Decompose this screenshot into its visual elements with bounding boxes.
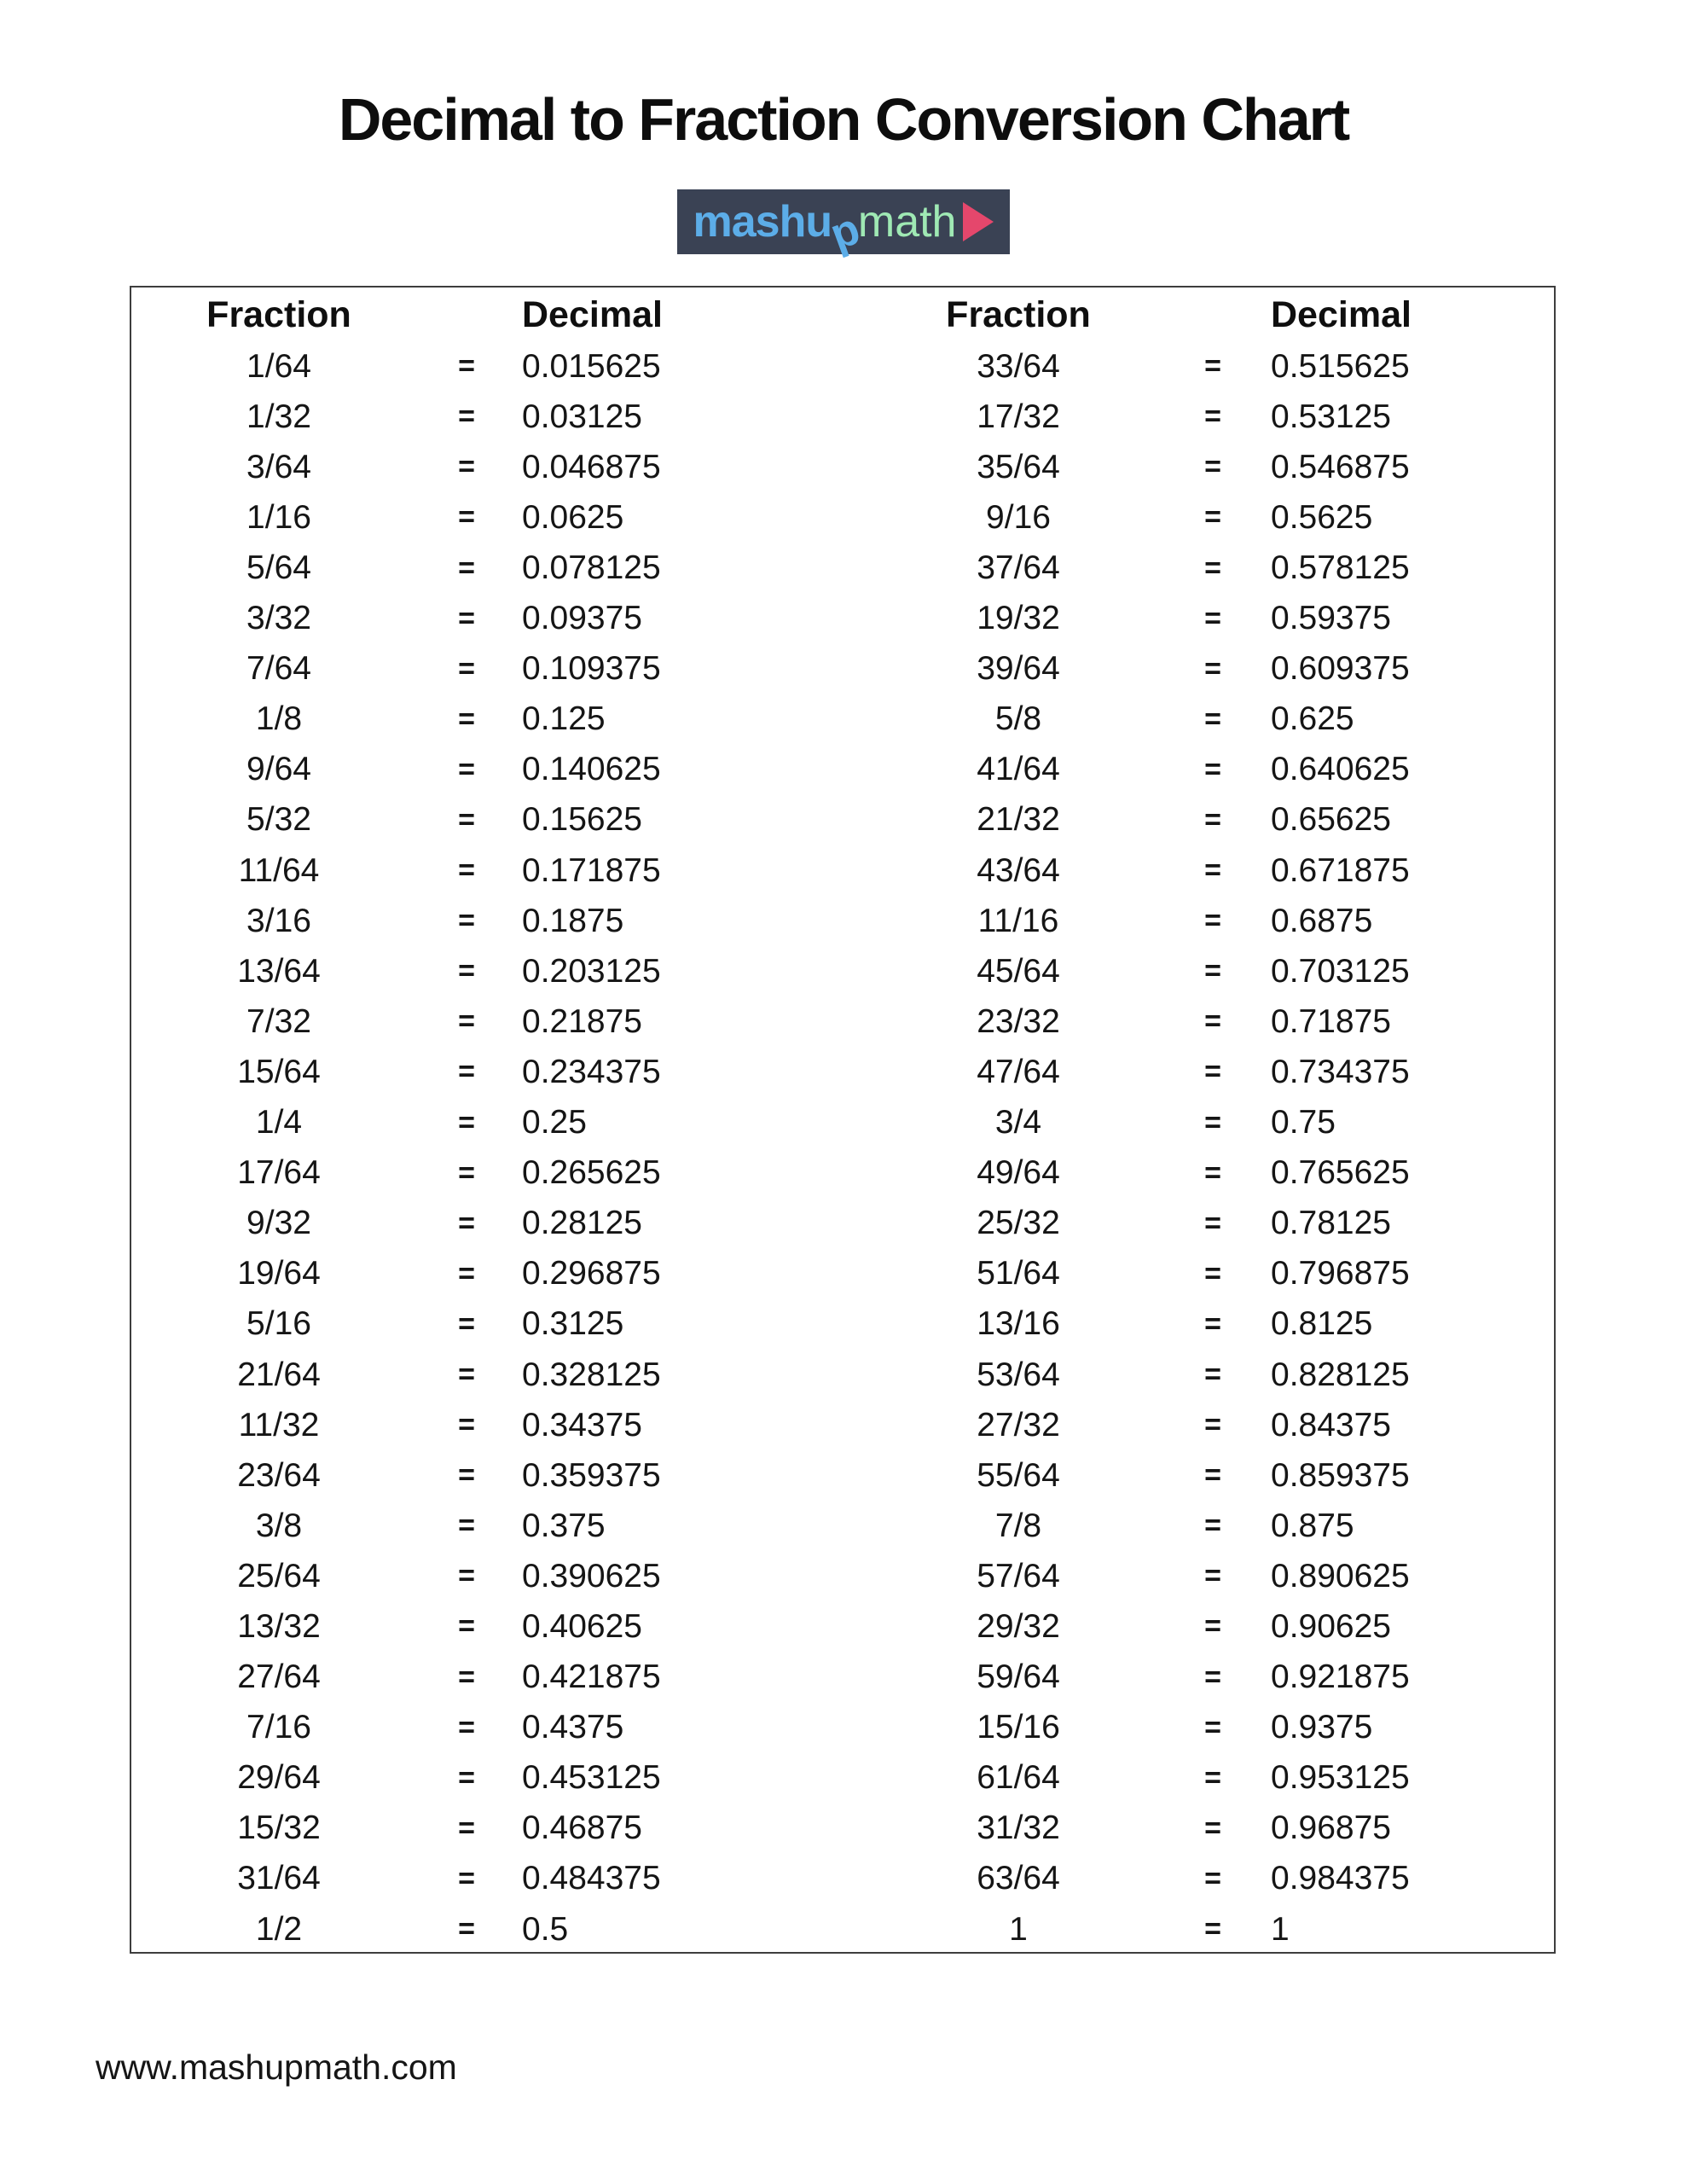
equals-sign: = [458,1711,475,1744]
decimal-cell: 0.390625 [522,1557,661,1594]
fraction-cell: 1/2 [255,1910,303,1948]
decimal-cell: 0.40625 [522,1607,642,1645]
fraction-cell: 1/32 [246,398,311,435]
decimal-cell: 0.9375 [1271,1709,1373,1746]
decimal-cell: 0.203125 [522,952,661,990]
fraction-cell: 37/64 [977,549,1060,587]
fraction-cell: 57/64 [977,1557,1060,1594]
equals-sign: = [1204,1913,1221,1946]
fraction-cell: 11/64 [238,851,320,889]
fraction-cell: 21/64 [237,1356,321,1393]
equals-sign: = [458,1358,475,1391]
equals-sign: = [1204,350,1221,383]
logo-dropped-p: p [824,204,866,260]
equals-sign: = [1204,1509,1221,1542]
equals-sign: = [1204,1206,1221,1240]
equals-sign: = [458,1257,475,1290]
fraction-cell: 9/32 [246,1205,311,1242]
fraction-cell: 15/64 [237,1053,321,1090]
equals-sign: = [458,551,475,584]
fraction-cell: 3/64 [246,448,311,485]
decimal-cell: 0.78125 [1271,1205,1391,1242]
decimal-cell: 0.1875 [522,902,624,939]
fraction-cell: 3/4 [994,1104,1042,1141]
equals-sign: = [1204,1106,1221,1139]
header-decimal-left: Decimal [522,293,663,335]
decimal-cell: 0.796875 [1271,1255,1410,1292]
decimal-cell: 0.609375 [1271,650,1410,688]
play-triangle-icon [963,202,994,241]
decimal-cell: 0.453125 [522,1759,661,1797]
decimal-cell: 0.96875 [1271,1809,1391,1847]
decimal-cell: 0.09375 [522,600,642,637]
equals-sign: = [1204,803,1221,836]
fraction-cell: 27/64 [237,1658,321,1696]
equals-sign: = [1204,1257,1221,1290]
fraction-cell: 21/32 [977,801,1060,839]
decimal-cell: 0.875 [1271,1507,1354,1544]
equals-sign: = [458,1206,475,1240]
fraction-cell: 5/8 [994,700,1042,738]
equals-sign: = [1204,1560,1221,1593]
fraction-cell: 35/64 [977,448,1060,485]
fraction-cell: 61/64 [977,1759,1060,1797]
decimal-cell: 0.359375 [522,1456,661,1494]
fraction-cell: 5/16 [246,1305,311,1343]
fraction-cell: 51/64 [977,1255,1060,1292]
fraction-cell: 15/16 [977,1709,1060,1746]
decimal-cell: 0.859375 [1271,1456,1410,1494]
equals-sign: = [458,1761,475,1794]
fraction-cell: 1 [1009,1910,1028,1948]
decimal-cell: 0.65625 [1271,801,1391,839]
header-fraction-left: Fraction [206,293,351,335]
fraction-cell: 19/32 [977,600,1060,637]
equals-sign: = [458,652,475,685]
equals-sign: = [1204,501,1221,534]
decimal-cell: 0.078125 [522,549,661,587]
decimal-cell: 0.234375 [522,1053,661,1090]
decimal-cell: 0.21875 [522,1002,642,1040]
decimal-cell: 0.546875 [1271,448,1410,485]
fraction-cell: 3/32 [246,600,311,637]
fraction-cell: 15/32 [237,1809,321,1847]
equals-sign: = [458,1509,475,1542]
decimal-cell: 0.6875 [1271,902,1373,939]
decimal-cell: 0.75 [1271,1104,1336,1141]
fraction-cell: 31/32 [977,1809,1060,1847]
fraction-cell: 1/16 [246,498,311,536]
decimal-cell: 0.421875 [522,1658,661,1696]
decimal-cell: 0.328125 [522,1356,661,1393]
equals-sign: = [1204,854,1221,887]
fraction-cell: 5/64 [246,549,311,587]
decimal-cell: 0.34375 [522,1406,642,1443]
decimal-cell: 0.140625 [522,751,661,788]
fraction-cell: 45/64 [977,952,1060,990]
decimal-cell: 0.71875 [1271,1002,1391,1040]
decimal-cell: 0.671875 [1271,851,1410,889]
header-spacer [426,291,507,339]
fraction-cell: 11/32 [238,1406,320,1443]
fraction-cell: 1/64 [246,347,311,385]
fraction-cell: 25/64 [237,1557,321,1594]
fraction-cell: 19/64 [237,1255,321,1292]
equals-sign: = [458,350,475,383]
equals-sign: = [458,904,475,938]
decimal-cell: 0.109375 [522,650,661,688]
decimal-cell: 0.734375 [1271,1053,1410,1090]
fraction-cell: 1/8 [255,700,303,738]
decimal-cell: 0.46875 [522,1809,642,1847]
equals-sign: = [458,1459,475,1492]
conversion-table-grid [131,288,1554,1954]
fraction-cell: 17/64 [237,1154,321,1192]
fraction-cell: 3/16 [246,902,311,939]
fraction-cell: 63/64 [977,1860,1060,1897]
equals-sign: = [458,400,475,433]
logo-text-mashup [693,196,866,260]
decimal-cell: 0.5625 [1271,498,1373,536]
decimal-cell: 0.921875 [1271,1658,1410,1696]
fraction-cell: 43/64 [977,851,1060,889]
decimal-cell: 0.640625 [1271,751,1410,788]
fraction-cell: 33/64 [977,347,1060,385]
fraction-cell: 13/32 [237,1607,321,1645]
equals-sign: = [458,601,475,635]
equals-sign: = [458,1560,475,1593]
equals-sign: = [458,1307,475,1340]
fraction-cell: 11/16 [977,902,1059,939]
fraction-cell: 55/64 [977,1456,1060,1494]
header-spacer [1155,291,1271,339]
fraction-cell: 13/64 [237,952,321,990]
equals-sign: = [1204,601,1221,635]
fraction-cell: 49/64 [977,1154,1060,1192]
fraction-cell: 25/32 [977,1205,1060,1242]
equals-sign: = [1204,702,1221,735]
conversion-table [130,286,1556,1954]
fraction-cell: 13/16 [977,1305,1060,1343]
logo-text-mashup-prefix: mashu [693,197,832,247]
fraction-cell: 29/32 [977,1607,1060,1645]
decimal-cell: 0.578125 [1271,549,1410,587]
decimal-cell: 0.90625 [1271,1607,1391,1645]
equals-sign: = [1204,1005,1221,1038]
fraction-cell: 7/64 [246,650,311,688]
fraction-cell: 7/8 [994,1507,1042,1544]
decimal-cell: 0.59375 [1271,600,1391,637]
equals-sign: = [458,702,475,735]
fraction-cell: 53/64 [977,1356,1060,1393]
equals-sign: = [458,955,475,988]
equals-sign: = [1204,955,1221,988]
equals-sign: = [458,803,475,836]
equals-sign: = [458,854,475,887]
page-title: Decimal to Fraction Conversion Chart [338,86,1349,153]
decimal-cell: 0.765625 [1271,1154,1410,1192]
decimal-cell: 0.046875 [522,448,661,485]
decimal-cell: 0.984375 [1271,1860,1410,1897]
decimal-cell: 0.703125 [1271,952,1410,990]
equals-sign: = [1204,652,1221,685]
decimal-cell: 0.5 [522,1910,569,1948]
fraction-cell: 3/8 [255,1507,303,1544]
fraction-cell: 9/64 [246,751,311,788]
footer-url: www.mashupmath.com [96,2048,457,2087]
equals-sign: = [458,1409,475,1442]
fraction-cell: 47/64 [977,1053,1060,1090]
decimal-cell: 0.265625 [522,1154,661,1192]
equals-sign: = [458,1005,475,1038]
decimal-cell: 0.890625 [1271,1557,1410,1594]
equals-sign: = [1204,1862,1221,1895]
decimal-cell: 0.828125 [1271,1356,1410,1393]
equals-sign: = [458,1055,475,1089]
fraction-cell: 1/4 [255,1104,303,1141]
equals-sign: = [458,1660,475,1693]
decimal-cell: 0.625 [1271,700,1354,738]
fraction-cell: 31/64 [237,1860,321,1897]
fraction-cell: 9/16 [986,498,1051,536]
fraction-cell: 59/64 [977,1658,1060,1696]
equals-sign: = [1204,1156,1221,1189]
equals-sign: = [1204,450,1221,484]
fraction-cell: 27/32 [977,1406,1060,1443]
decimal-cell: 0.296875 [522,1255,661,1292]
logo-text-math: math [857,197,957,247]
mashupmath-logo [677,189,1010,260]
decimal-cell: 1 [1271,1910,1290,1948]
equals-sign: = [1204,1660,1221,1693]
fraction-cell: 41/64 [977,751,1060,788]
equals-sign: = [458,1106,475,1139]
equals-sign: = [458,752,475,786]
header-fraction-right: Fraction [946,293,1091,335]
equals-sign: = [458,1913,475,1946]
decimal-cell: 0.125 [522,700,606,738]
decimal-cell: 0.53125 [1271,398,1391,435]
fraction-cell: 29/64 [237,1759,321,1797]
decimal-cell: 0.015625 [522,347,661,385]
equals-sign: = [1204,1307,1221,1340]
fraction-cell: 7/32 [246,1002,311,1040]
decimal-cell: 0.953125 [1271,1759,1410,1797]
fraction-cell: 17/32 [977,398,1060,435]
decimal-cell: 0.171875 [522,851,661,889]
decimal-cell: 0.515625 [1271,347,1410,385]
equals-sign: = [458,1862,475,1895]
equals-sign: = [1204,904,1221,938]
equals-sign: = [458,450,475,484]
equals-sign: = [458,501,475,534]
fraction-cell: 7/16 [246,1709,311,1746]
fraction-cell: 23/64 [237,1456,321,1494]
equals-sign: = [1204,1761,1221,1794]
fraction-cell: 5/32 [246,801,311,839]
decimal-cell: 0.15625 [522,801,642,839]
decimal-cell: 0.375 [522,1507,606,1544]
decimal-cell: 0.4375 [522,1709,624,1746]
decimal-cell: 0.28125 [522,1205,642,1242]
equals-sign: = [1204,752,1221,786]
equals-sign: = [1204,1409,1221,1442]
equals-sign: = [1204,1811,1221,1844]
equals-sign: = [1204,1358,1221,1391]
equals-sign: = [1204,1711,1221,1744]
equals-sign: = [458,1811,475,1844]
equals-sign: = [1204,400,1221,433]
equals-sign: = [1204,551,1221,584]
equals-sign: = [1204,1055,1221,1089]
decimal-cell: 0.25 [522,1104,587,1141]
equals-sign: = [458,1156,475,1189]
decimal-cell: 0.03125 [522,398,642,435]
equals-sign: = [458,1610,475,1643]
equals-sign: = [1204,1459,1221,1492]
fraction-cell: 39/64 [977,650,1060,688]
header-decimal-right: Decimal [1271,293,1412,335]
equals-sign: = [1204,1610,1221,1643]
decimal-cell: 0.84375 [1271,1406,1391,1443]
decimal-cell: 0.0625 [522,498,624,536]
decimal-cell: 0.3125 [522,1305,624,1343]
decimal-cell: 0.8125 [1271,1305,1373,1343]
fraction-cell: 23/32 [977,1002,1060,1040]
decimal-cell: 0.484375 [522,1860,661,1897]
